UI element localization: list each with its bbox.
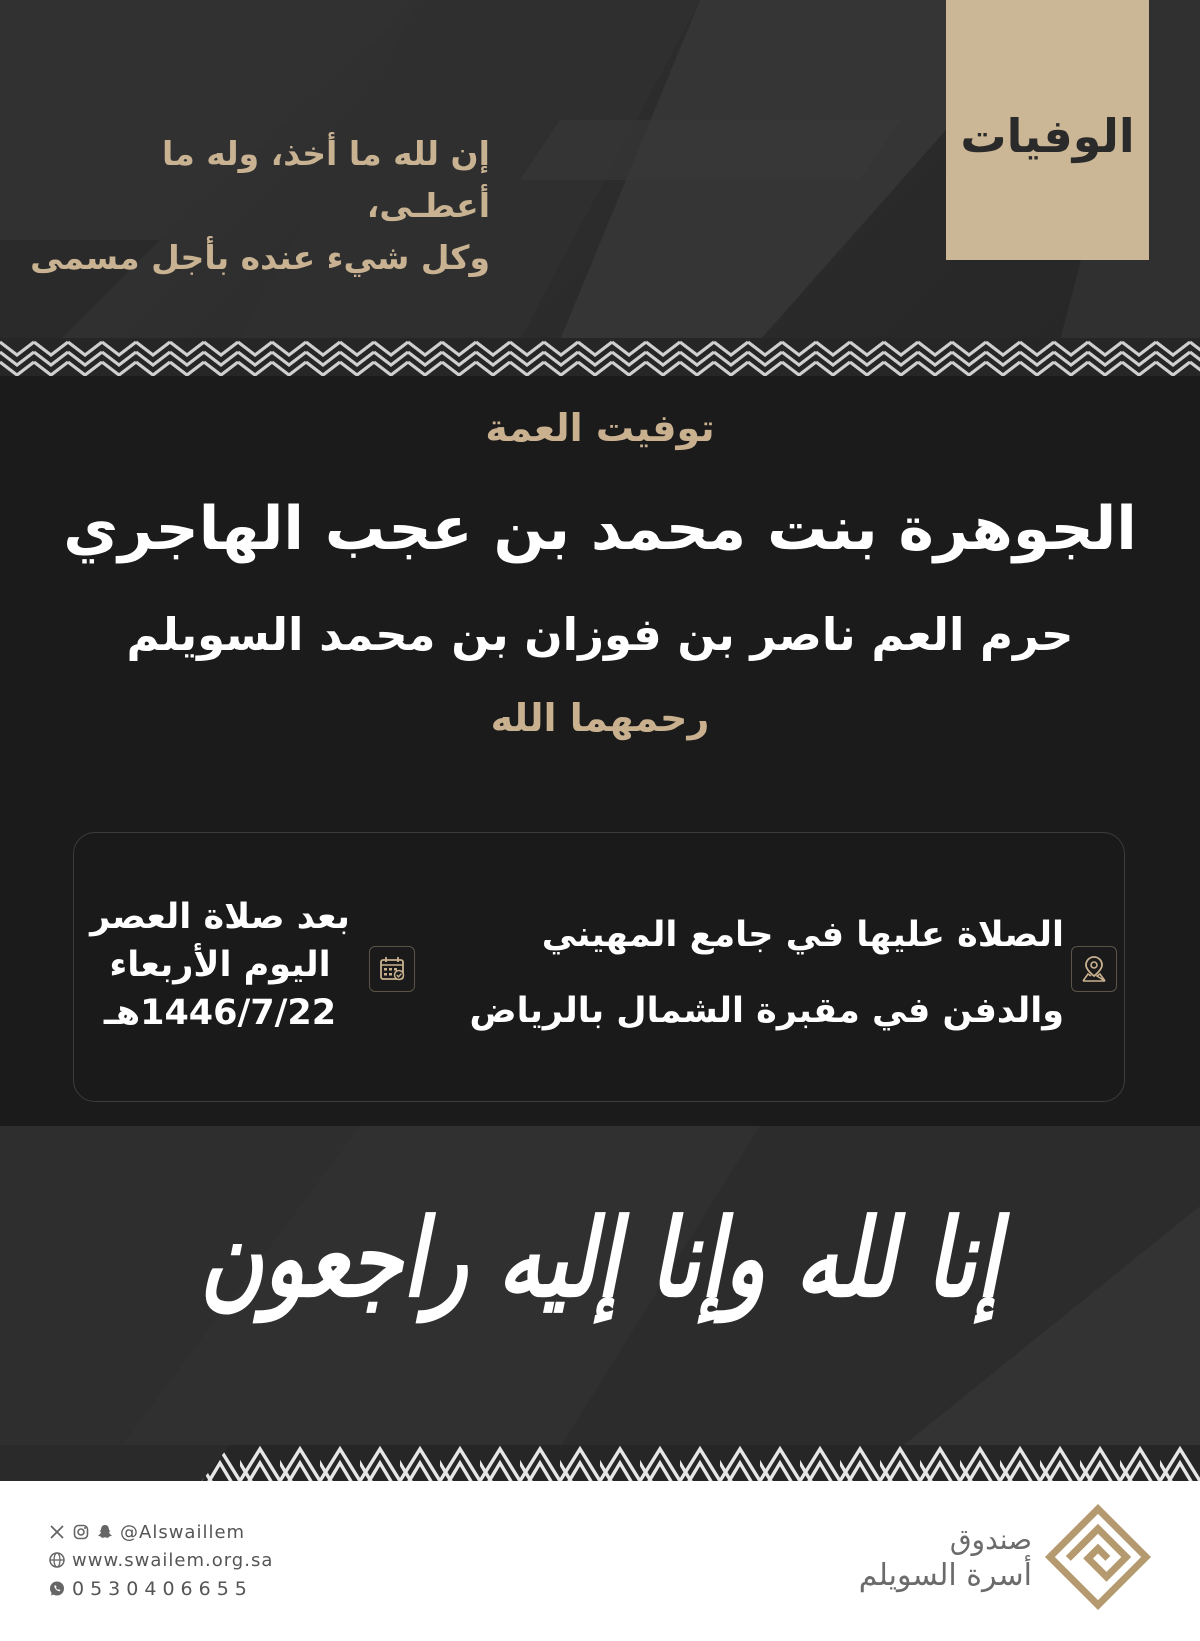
header-band [0,0,1200,340]
website-row [48,1547,273,1573]
date-line: 1446/7/22هـ [103,993,337,1033]
prayer-burial-text [414,897,1064,1049]
social-handle[interactable]: @Alswaillem [120,1521,246,1543]
instagram-icon[interactable] [72,1523,90,1541]
deceased-name: الجوهرة بنت محمد بن عجب الهاجري [63,494,1137,564]
burial-line: والدفن في مقبرة الشمال بالرياض [469,991,1064,1031]
fund-name [800,1523,1032,1595]
quote-block [30,128,490,284]
mercy-phrase: رحمهما الله [490,696,710,740]
quran-verse: إنا لله وإنا إليه راجعون [200,1195,1000,1322]
quote-line-2: وكل شيء عنده بأجل مسمى [30,238,490,277]
zigzag-border-top [0,338,1200,376]
time-date-text [80,893,360,1037]
calendar-check-icon [369,946,415,992]
time-line: بعد صلاة العصر [90,897,350,937]
fund-name-line-2: أسرة السويلم [858,1558,1032,1593]
husband-line: حرم العم ناصر بن فوزان بن محمد السويلم [126,608,1074,661]
verse-band [0,1126,1200,1448]
footer [0,1481,1200,1641]
zigzag-border-bottom [0,1445,1200,1483]
section-title-box [946,0,1149,260]
funeral-details-box [73,832,1125,1102]
fund-logo [1040,1499,1156,1615]
globe-icon [48,1551,66,1569]
map-pin-icon [1071,946,1117,992]
pre-title: توفيت العمة [485,406,715,450]
quote-line-1: إن لله ما أخذ، وله ما أعطـى، [161,134,490,225]
social-row [48,1519,245,1545]
day-line: اليوم الأربعاء [109,945,331,985]
phone-row [48,1576,253,1602]
section-title: الوفيات [960,109,1135,163]
website-link[interactable]: www.swailem.org.sa [72,1549,274,1571]
phone-number[interactable]: 0530406655 [72,1578,253,1600]
x-icon[interactable] [48,1523,66,1541]
fund-name-line-1: صندوق [949,1523,1032,1556]
prayer-line: الصلاة عليها في جامع المهيني [541,915,1064,955]
whatsapp-icon[interactable] [48,1580,66,1598]
announcement-band [0,376,1200,1126]
snapchat-icon[interactable] [96,1523,114,1541]
